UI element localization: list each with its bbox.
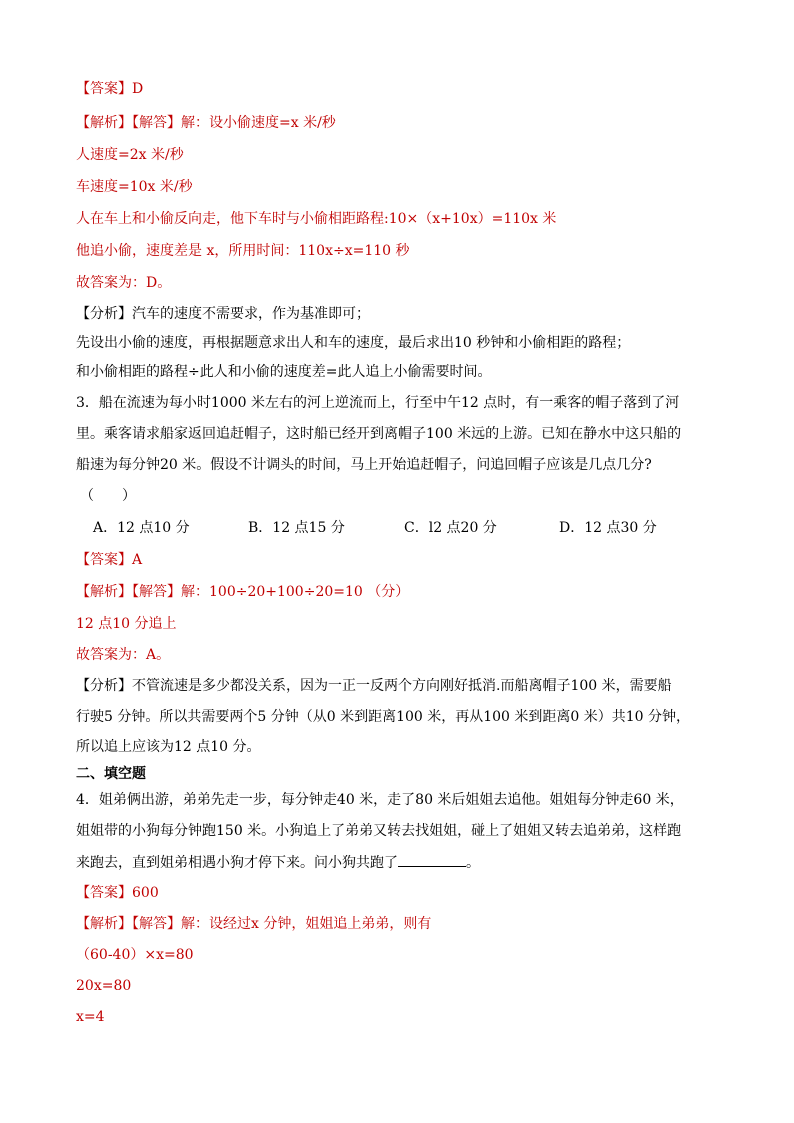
section-heading: 二、填空题 [76,766,146,782]
solution-line: 故答案为：D。 [76,275,172,291]
solution-line: 20x=80 [76,978,132,994]
question-line: 里。乘客请求船家返回追赶帽子，这时船已经开到离帽子100 米远的上游。已知在静水中这只船的 [76,426,682,442]
analysis-line: 【分析】汽车的速度不需要求，作为基准即可； [76,306,370,322]
option-b: B．12 点15 分 [248,520,345,536]
solution-line: 故答案为：A。 [76,647,171,663]
solution-line: 他追小偷，速度差是 x，所用时间：110x÷x=110 秒 [76,243,410,259]
solution-line: 【解析】【解答】解：设小偷速度=x 米/秒 [76,115,336,131]
question-text: 来跑去，直到姐弟相遇小狗才停下来。问小狗共跑了 [76,855,398,871]
answer-line: 【答案】D [76,81,144,97]
solution-line: 12 点10 分追上 [76,616,177,632]
answer-line: 【答案】600 [76,885,159,901]
question-end: 。 [466,855,480,871]
option-c: C．l2 点20 分 [404,520,497,536]
question-line: 船速为每分钟20 米。假设不计调头的时间，马上开始追赶帽子，问追回帽子应该是几点几分? [76,457,652,473]
solution-line: 车速度=10x 米/秒 [76,179,193,195]
solution-line: 人在车上和小偷反向走，他下车时与小偷相距路程:10×（x+10x）=110x 米 [76,211,557,227]
analysis-line: 先设出小偷的速度，再根据题意求出人和车的速度，最后求出10 秒钟和小偷相距的路程； [76,335,631,351]
solution-line: x=4 [76,1009,105,1025]
analysis-line: 行驶5 分钟。所以共需要两个5 分钟（从0 米到距离100 米，再从100 米到距离0 米）共10 分钟， [76,709,691,725]
solution-line: 人速度=2x 米/秒 [76,147,184,163]
solution-line: 【解析】【解答】解：100÷20+100÷20=10 （分） [76,584,410,600]
analysis-line: 所以追上应该为12 点10 分。 [76,739,261,755]
analysis-line: 和小偷相距的路程÷此人和小偷的速度差=此人追上小偷需要时间。 [76,364,492,380]
question-line: 3．船在流速为每小时1000 米左右的河上逆流而上，行至中午12 点时，有一乘客的帽子落到了河 [76,395,680,411]
analysis-line: 【分析】不管流速是多少都没关系，因为一正一反两个方向刚好抵消.而船离帽子100 米，需要船 [76,678,672,694]
answer-line: 【答案】A [76,552,143,568]
answer-bracket: （ ） [80,488,136,504]
question-line: 4．姐弟俩出游，弟弟先走一步，每分钟走40 米，走了80 米后姐姐去追他。姐姐每分钟走60 米， [76,792,684,808]
question-line: 姐姐带的小狗每分钟跑150 米。小狗追上了弟弟又转去找姐姐，碰上了姐姐又转去追弟弟，这样跑 [76,823,682,839]
solution-line: （60-40）×x=80 [76,947,194,963]
fill-blank [398,852,466,867]
question-line-with-blank [76,852,480,873]
option-d: D．12 点30 分 [559,520,657,536]
option-a: A．12 点10 分 [93,520,190,536]
solution-line: 【解析】【解答】解：设经过x 分钟，姐姐追上弟弟，则有 [76,916,432,932]
